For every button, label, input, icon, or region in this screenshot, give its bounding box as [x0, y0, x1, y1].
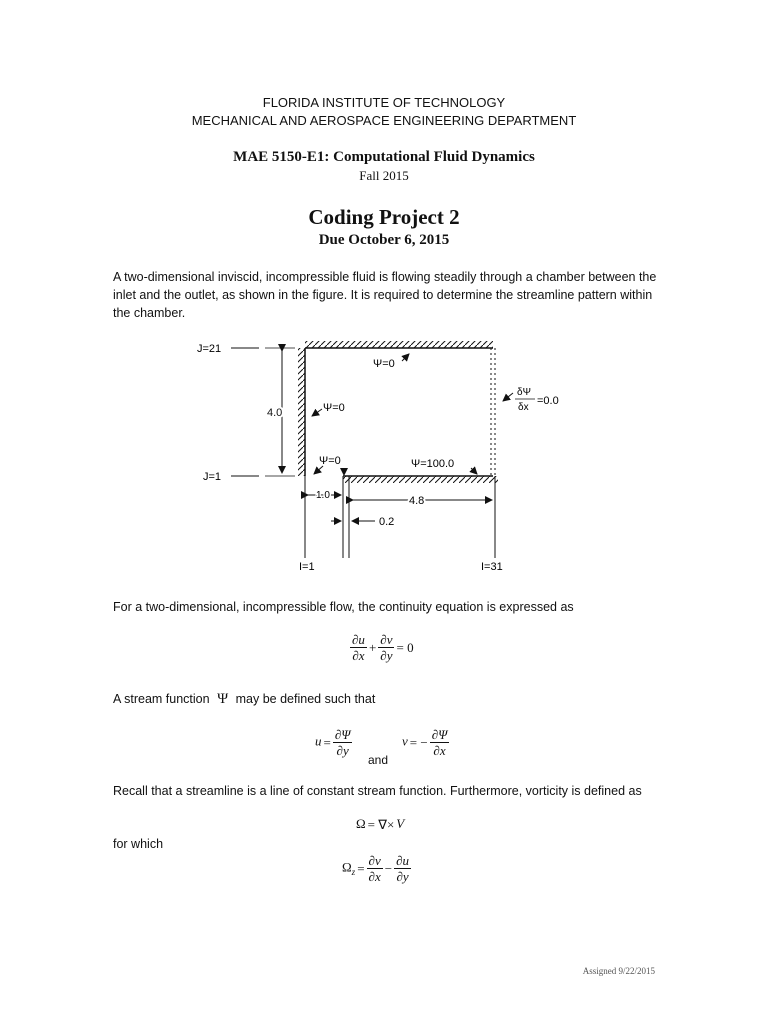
label-psi-bottom: Ψ=100.0 — [411, 458, 455, 470]
label-j-bottom: J=1 — [203, 471, 222, 483]
v-definition-equation: v = − $\frac{\partial\Psi}{\partial x}$ — [402, 727, 448, 758]
label-dpsi-numerator: δΨ — [517, 387, 531, 398]
label-inlet-width: 0.2 — [379, 516, 395, 528]
label-inlet-offset: 1.0 — [316, 490, 330, 501]
term: Fall 2015 — [359, 168, 409, 183]
due-date: Due October 6, 2015 — [318, 232, 450, 248]
label-bottom-length: 4.8 — [409, 495, 425, 507]
label-i-left: I=1 — [299, 561, 315, 573]
vorticity-equation: Ω = ∇× V — [356, 816, 405, 833]
page-title: Coding Project 2 — [308, 205, 460, 229]
label-psi-top: Ψ=0 — [373, 358, 395, 370]
continuity-intro: For a two-dimensional, incompressible flow, the continuity equation is expressed as — [113, 600, 574, 614]
chamber-figure — [195, 333, 575, 583]
intro-paragraph: A two-dimensional inviscid, incompressible fluid is flowing steadily through a chamber between the inlet and the outlet, as shown in the figure. It is required to determine the streamline pattern within the chamber. — [113, 270, 657, 320]
chamber-walls — [298, 341, 498, 558]
stream-function-intro: A stream function Ψ may be defined such that — [113, 691, 376, 707]
vorticity-z-equation: $\Omega_z$ = $\frac{\partial v}{\partial x}$ − $\frac{\partial u}{\partial y}$ — [342, 853, 410, 884]
label-psi-inlet: Ψ=0 — [319, 455, 341, 467]
department-name: MECHANICAL AND AEROSPACE ENGINEERING DEPARTMENT — [191, 113, 577, 128]
assigned-date: Assigned 9/22/2015 — [582, 966, 655, 976]
label-dpsi-denominator: δx — [518, 402, 529, 413]
for-which-text: for which — [113, 837, 164, 851]
vorticity-intro: Recall that a streamline is a line of constant stream function. Furthermore, vorticity is defined as — [113, 784, 642, 798]
u-definition-equation: u = $\frac{\partial\Psi}{\partial y}$ — [315, 727, 351, 758]
label-dpsi-value: =0.0 — [537, 395, 559, 407]
equation-and: and — [368, 753, 389, 767]
course-title: MAE 5150-E1: Computational Fluid Dynamics — [233, 149, 535, 165]
label-height: 4.0 — [267, 407, 283, 419]
label-j-top: J=21 — [197, 343, 222, 355]
institution-name: FLORIDA INSTITUTE OF TECHNOLOGY — [262, 95, 506, 110]
label-psi-left: Ψ=0 — [323, 402, 345, 414]
continuity-equation: $\frac{\partial u}{\partial x}$ + $\frac{\partial v}{\partial y}$ = 0 — [352, 632, 414, 663]
psi-symbol: Ψ — [217, 691, 229, 707]
label-i-right: I=31 — [481, 561, 503, 573]
